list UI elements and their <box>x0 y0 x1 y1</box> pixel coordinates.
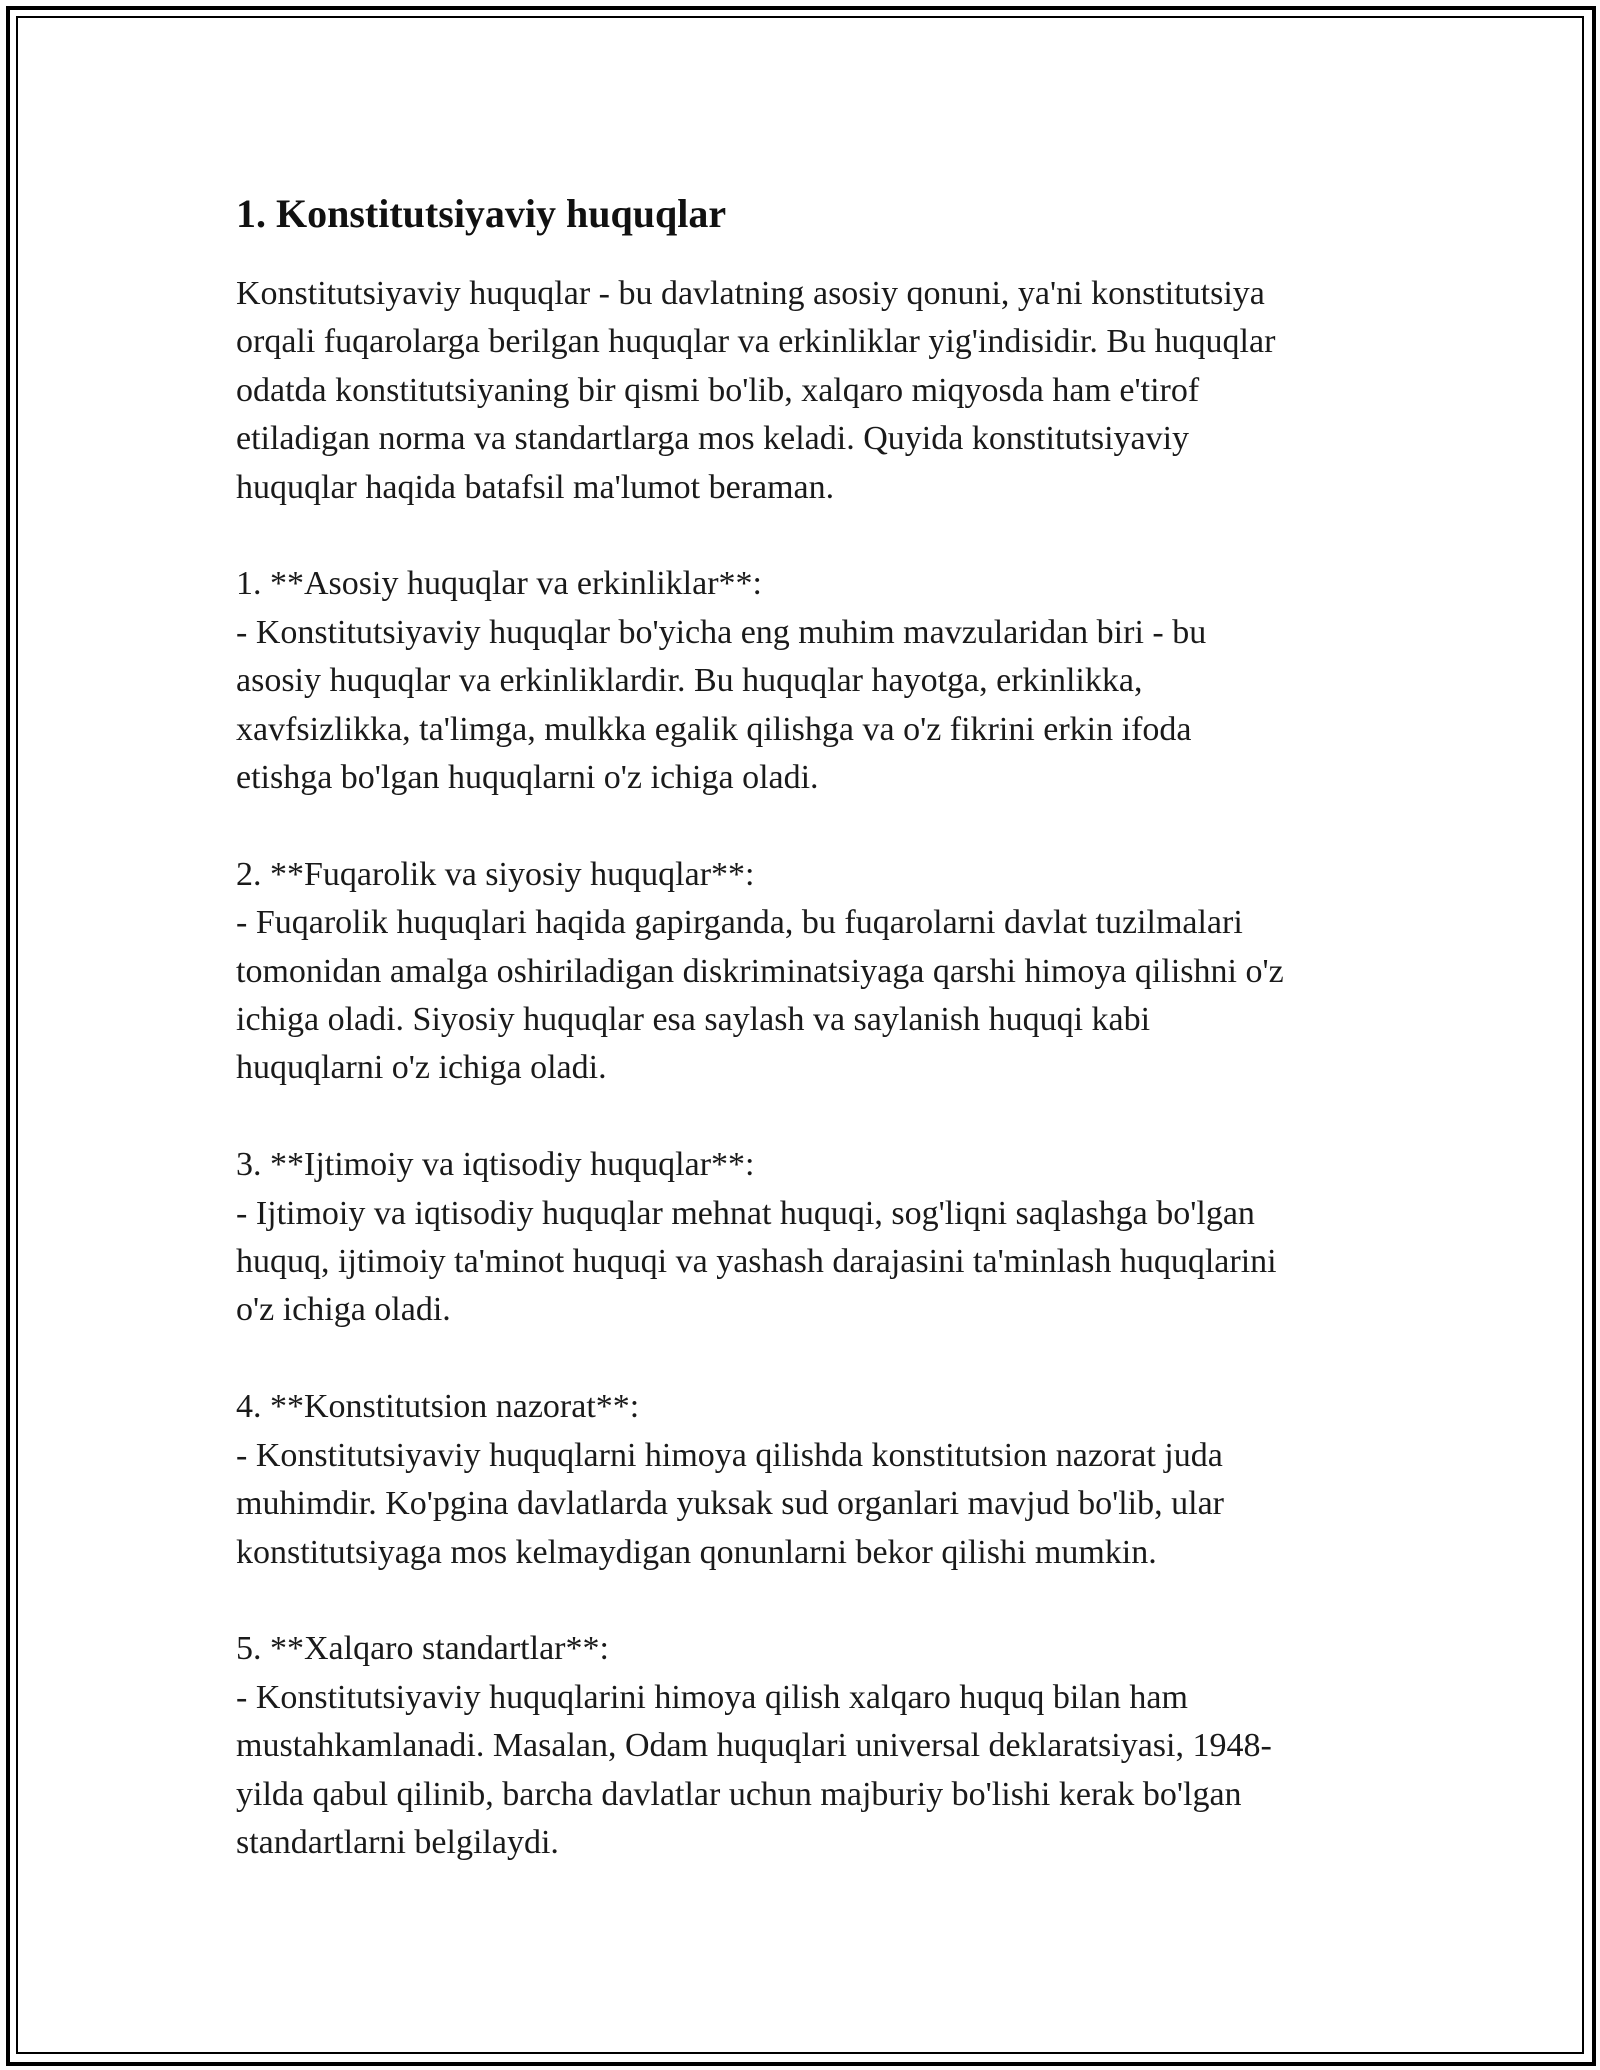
section-heading-4: 4. **Konstitutsion nazorat**: <box>236 1388 640 1426</box>
section-body-4: - Konstitutsiyaviy huquqlarni himoya qilishda konstitutsion nazorat juda muhimdir. Ko'pgina davlatlarda yuksak sud organlari mavjud bo'lib, ular konstitutsiyaga mos kelmaydigan qonunlarni bekor qilishi mumkin. <box>236 1436 1224 1571</box>
section-body-5: - Konstitutsiyaviy huquqlarini himoya qilish xalqaro huquq bilan ham mustahkamlanadi. Masalan, Odam huquqlari universal deklaratsiyasi, 1948- yilda qabul qilinib, barcha davlatlar uchun majburiy bo'lishi kerak bo'lgan standartlarni belgilaydi. <box>236 1678 1272 1861</box>
paragraph-gap <box>236 512 1386 560</box>
section-body-2: - Fuqarolik huquqlari haqida gapirganda, bu fuqarolarni davlat tuzilmalari tomonidan amalga oshiriladigan diskriminatsiyaga qarshi himoya qilishni o'z ichiga oladi. Siyosiy huquqlar esa saylash va saylanish huquqi kabi huquqlarni o'z ichiga oladi. <box>236 904 1284 1087</box>
paragraph-gap <box>236 1577 1386 1625</box>
section-body-1: - Konstitutsiyaviy huquqlar bo'yicha eng muhim mavzularidan biri - bu asosiy huquqlar va erkinliklardir. Bu huquqlar hayotga, erkinlikka, xavfsizlikka, ta'limga, mulkka egalik qilishga va o'z fikrini erkin ifoda etishga bo'lgan huquqlarni o'z ichiga oladi. <box>236 613 1207 797</box>
section-heading-2: 2. **Fuqarolik va siyosiy huquqlar**: <box>236 855 755 893</box>
section-heading-3: 3. **Ijtimoiy va iqtisodiy huquqlar**: <box>236 1146 755 1184</box>
paragraph-gap <box>236 1335 1386 1383</box>
paragraph-gap <box>236 802 1386 850</box>
section-heading-1: 1. **Asosiy huquqlar va erkinliklar**: <box>236 565 762 603</box>
document-title: 1. Konstitutsiyaviy huquqlar <box>236 191 727 236</box>
document-body <box>236 186 1386 1867</box>
section-body-3: - Ijtimoiy va iqtisodiy huquqlar mehnat huquqi, sog'liqni saqlashga bo'lgan huquq, ijtimoiy ta'minot huquqi va yashash darajasini ta'minlash huquqlarini o'z ichiga oladi. <box>236 1194 1277 1329</box>
intro-paragraph: Konstitutsiyaviy huquqlar - bu davlatning asosiy qonuni, ya'ni konstitutsiya orqali fuqarolarga berilgan huquqlar va erkinliklar yig'indisidir. Bu huquqlar odatda konstitutsiyaning bir qismi bo'lib, xalqaro miqyosda ham e'tirof etiladigan norma va standartlarga mos keladi. Quyida konstitutsiyaviy huquqlar haqida batafsil ma'lumot beraman. <box>236 275 1276 506</box>
paragraph-gap <box>236 1093 1386 1141</box>
section-heading-5: 5. **Xalqaro standartlar**: <box>236 1630 609 1668</box>
